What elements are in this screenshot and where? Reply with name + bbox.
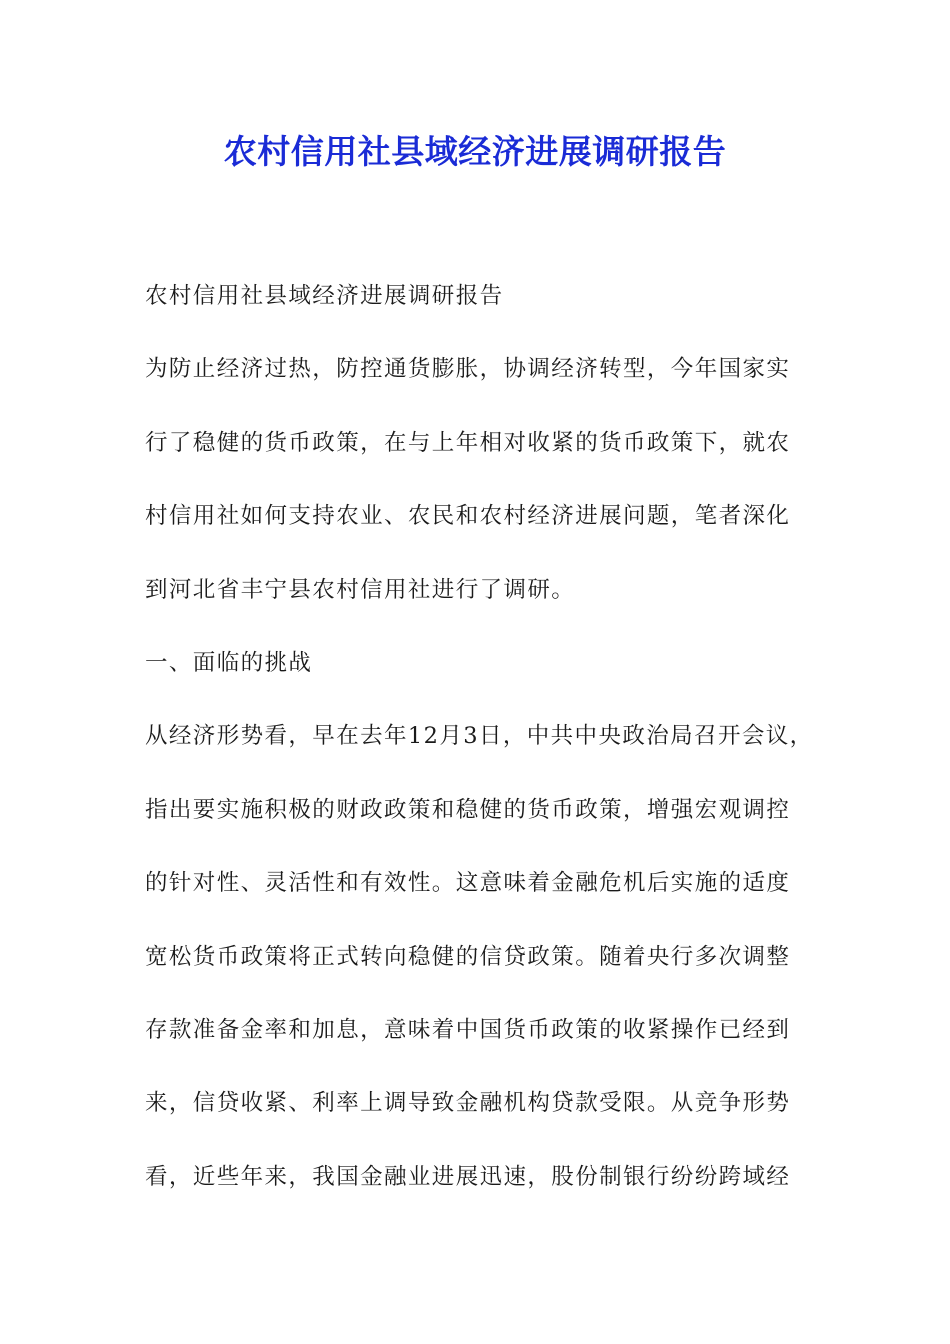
body-line: 为防止经济过热，防控通货膨胀，协调经济转型，今年国家实 [145,356,791,383]
body-line: 村信用社如何支持农业、农民和农村经济进展问题，笔者深化 [145,503,791,530]
body-line: 的针对性、灵活性和有效性。这意味着金融危机后实施的适度 [145,870,791,897]
document-body [145,260,835,1214]
body-line: 到河北省丰宁县农村信用社进行了调研。 [145,576,576,603]
body-line: 看，近些年来，我国金融业进展迅速，股份制银行纷纷跨域经 [145,1163,791,1190]
body-line-subtitle: 农村信用社县域经济进展调研报告 [145,283,504,309]
body-line: 行了稳健的货币政策，在与上年相对收紧的货币政策下，就农 [145,429,791,456]
section-heading: 一、面临的挑战 [145,649,313,676]
body-line: 指出要实施积极的财政政策和稳健的货币政策，增强宏观调控 [145,796,791,823]
body-line: 宽松货币政策将正式转向稳健的信贷政策。随着央行多次调整 [145,943,791,970]
body-line: 存款准备金率和加息，意味着中国货币政策的收紧操作已经到 [145,1016,791,1043]
document-title: 农村信用社县域经济进展调研报告 [223,132,727,171]
body-line: 从经济形势看，早在去年12月3日，中共中央政治局召开会议， [145,723,814,750]
body-line: 来，信贷收紧、利率上调导致金融机构贷款受限。从竞争形势 [145,1090,791,1117]
